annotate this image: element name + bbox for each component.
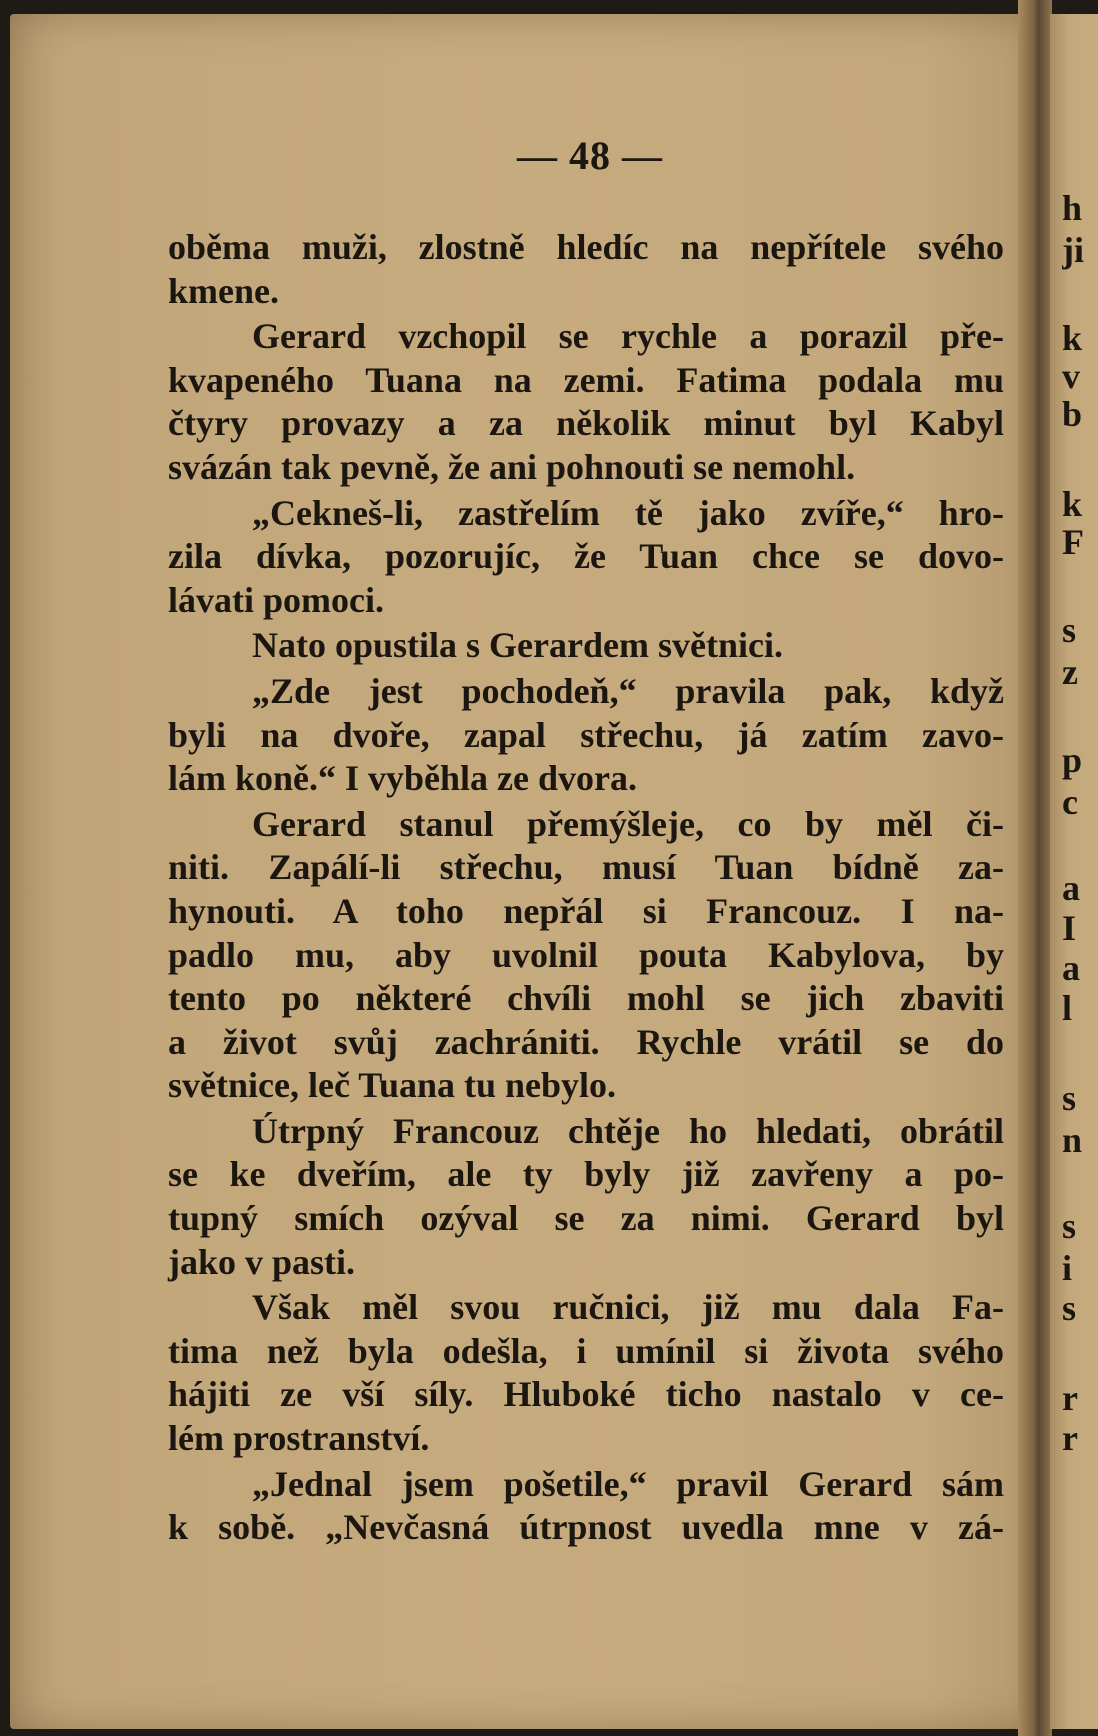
facing-page-fragment: s [1062,1206,1077,1246]
text-line: hájiti ze vší síly. Hluboké ticho nastalo v ce- [168,1374,1004,1415]
text-line: kmene. [168,270,279,311]
text-line: „Zde jest pochodeň,“ pravila pak, když [252,670,1004,711]
text-line: byli na dvoře, zapal střechu, já zatím zavo- [168,714,1004,755]
text-line: zila dívka, pozorujíc, že Tuan chce se dovo- [168,536,1004,577]
text-line: padlo mu, aby uvolnil pouta Kabylova, by [168,934,1004,975]
facing-page-fragment: k [1062,484,1083,524]
text-line: tima než byla odešla, i umínil si života svého [168,1330,1004,1371]
facing-page-fragment: s [1062,1078,1077,1118]
facing-page-fragment: c [1062,782,1078,822]
facing-page-text [1062,0,1098,1736]
text-line: niti. Zapálí-li střechu, musí Tuan bídně za- [168,847,1004,888]
facing-page-fragment: n [1062,1120,1083,1160]
facing-page-fragment: h [1062,188,1083,228]
body-text [168,226,1004,1550]
facing-page-fragment: r [1062,1378,1078,1418]
text-line: Však měl svou ručnici, již mu dala Fa- [252,1287,1004,1328]
text-line: oběma muži, zlostně hledíc na nepřítele svého [168,227,1004,267]
facing-page-fragment: p [1062,740,1083,780]
facing-page-fragment: i [1062,1248,1073,1288]
text-line: tento po některé chvíli mohl se jich zbaviti [168,978,1004,1019]
text-line: „Cekneš-li, zastřelím tě jako zvíře,“ hro- [252,492,1004,533]
facing-page-fragment: a [1062,868,1080,908]
facing-page-fragment: s [1062,1288,1077,1328]
text-line: Gerard vzchopil se rychle a porazil pře- [252,316,1004,357]
text-line: lém prostranství. [168,1418,430,1459]
text-line: tupný smích ozýval se za nimi. Gerard byl [168,1198,1004,1239]
text-line: k sobě. „Nevčasná útrpnost uvedla mne v zá- [168,1507,1004,1548]
facing-page-fragment: ji [1062,230,1084,270]
text-line: jako v pasti. [168,1241,356,1282]
text-line: čtyry provazy a za několik minut byl Kabyl [168,403,1004,444]
book-page [10,14,1050,1729]
text-line: lávati pomoci. [168,579,384,620]
text-line: „Jednal jsem pošetile,“ pravil Gerard sám [252,1463,1004,1504]
text-line: Útrpný Francouz chtěje ho hledati, obrátil [252,1110,1004,1151]
page-number: — 48 — [517,133,663,178]
facing-page-fragment: l [1062,988,1073,1028]
facing-page-fragment: F [1062,522,1084,562]
facing-page-fragment: k [1062,318,1083,358]
text-line: Gerard stanul přemýšleje, co by měl či- [252,803,1004,844]
book-gutter [1018,0,1052,1736]
facing-page-fragment: a [1062,948,1080,988]
text-line: lám koně.“ I vyběhla ze dvora. [168,758,638,799]
text-line: hynouti. A toho nepřál si Francouz. I na- [168,890,1004,931]
text-line: svázán tak pevně, že ani pohnouti se nemohl. [168,446,856,487]
facing-page-fragment: v [1062,356,1080,396]
facing-page-fragment: b [1062,394,1083,434]
facing-page-fragment: z [1062,652,1078,692]
facing-page-fragment: s [1062,610,1077,650]
facing-page-fragment: I [1062,908,1077,948]
text-line: Nato opustila s Gerardem světnici. [252,625,783,666]
text-line: a život svůj zachrániti. Rychle vrátil se do [168,1021,1004,1062]
text-line: se ke dveřím, ale ty byly již zavřeny a po- [168,1154,1004,1195]
text-line: kvapeného Tuana na zemi. Fatima podala mu [168,359,1004,400]
facing-page-fragment: r [1062,1418,1078,1458]
text-line: světnice, leč Tuana tu nebylo. [168,1065,617,1106]
